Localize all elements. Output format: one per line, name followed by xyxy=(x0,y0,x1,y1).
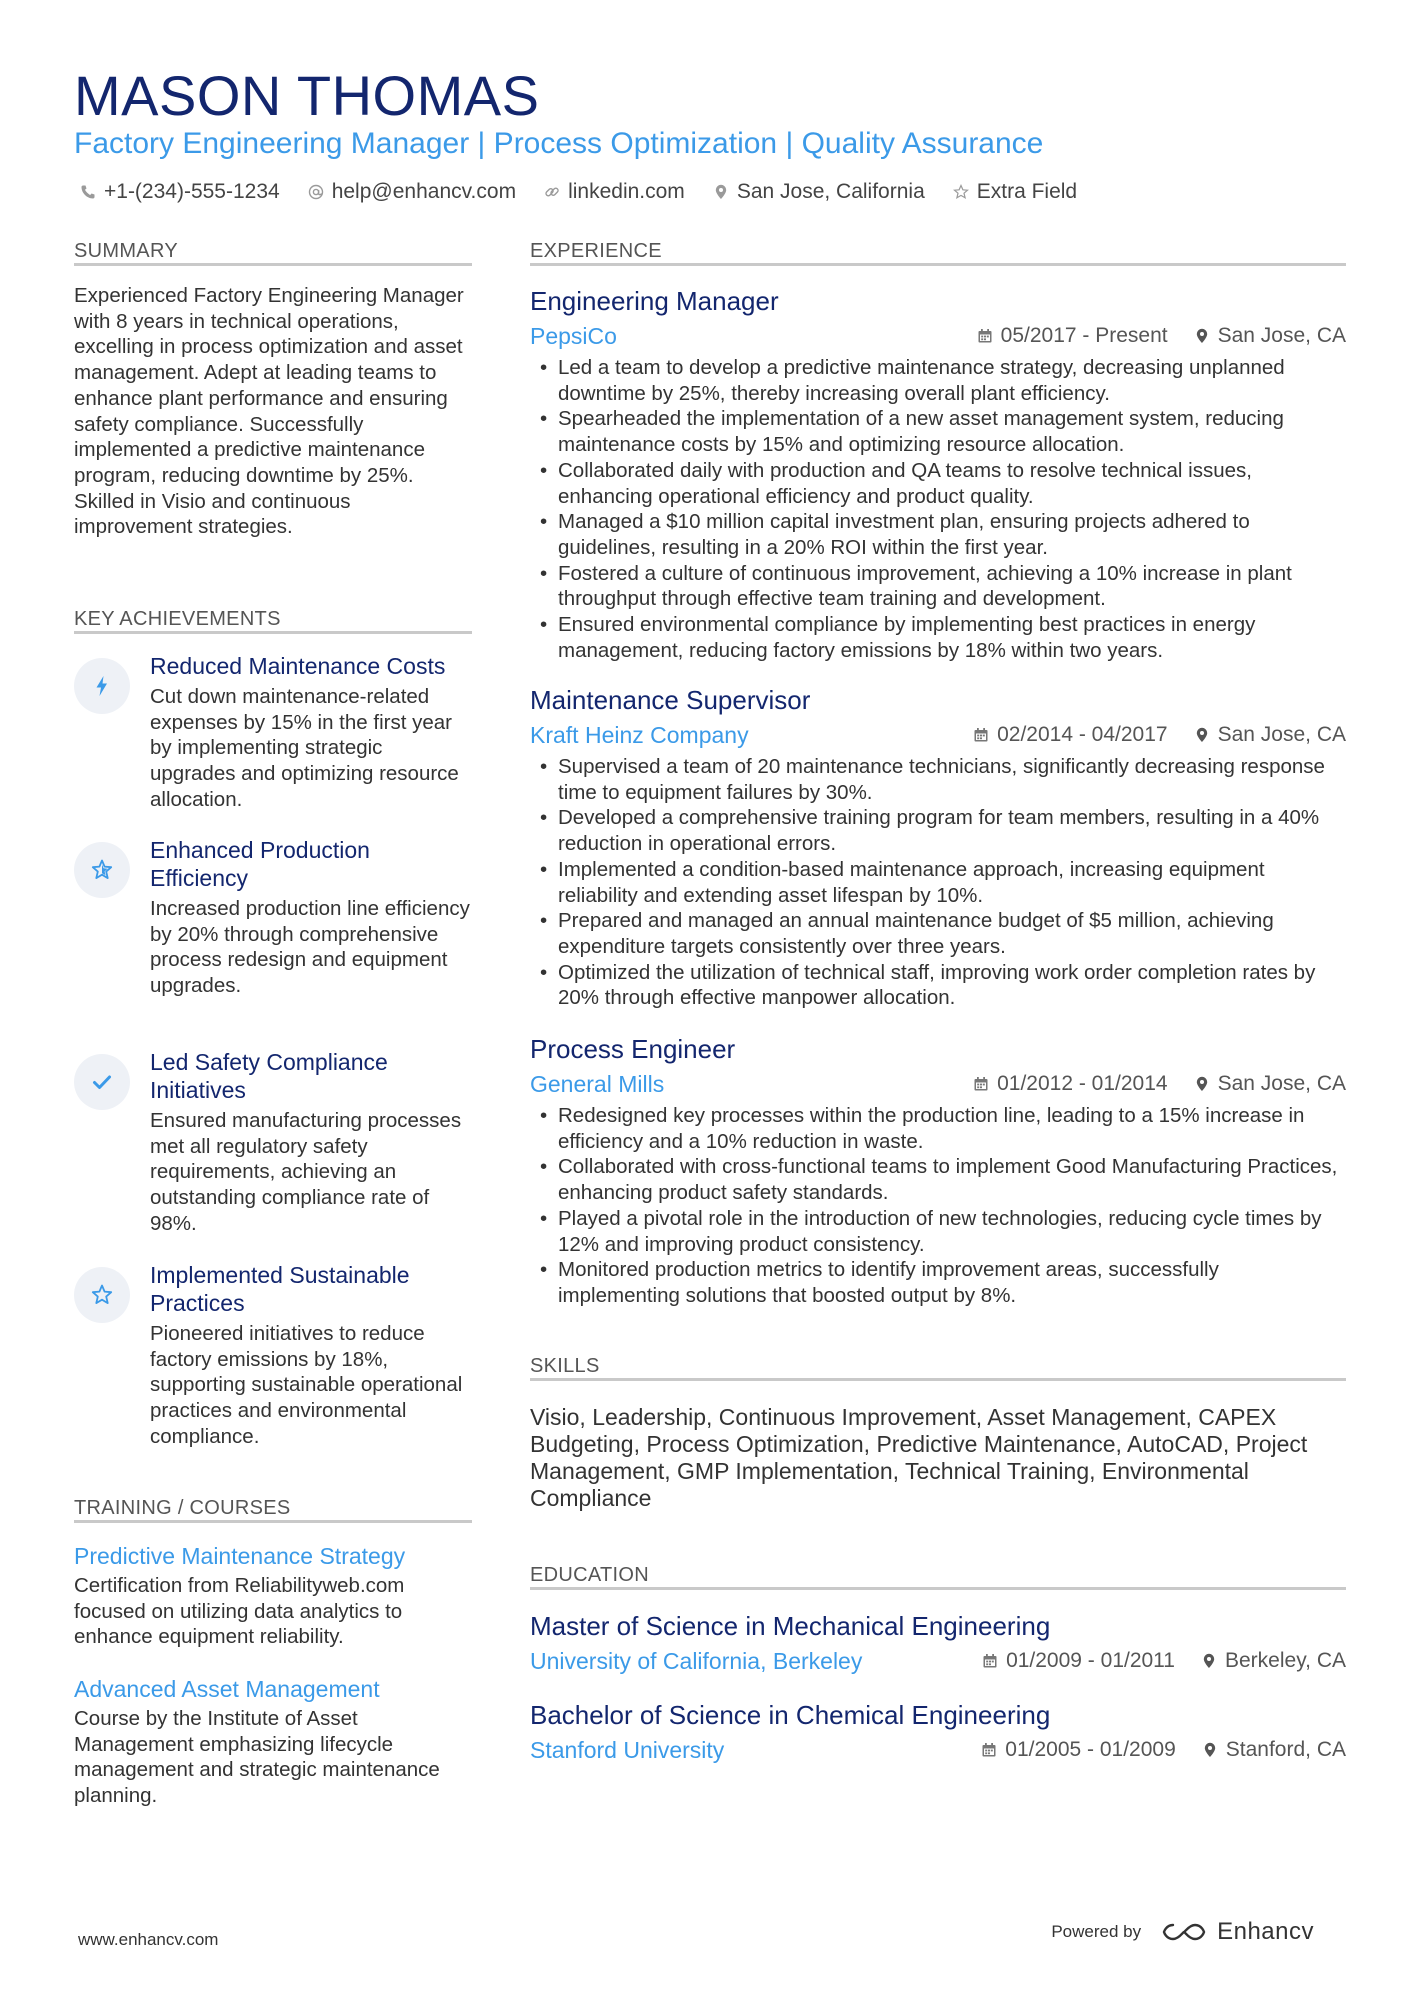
star-icon xyxy=(953,184,969,200)
job-bullets xyxy=(530,754,1346,1011)
job-bullet: • Optimized the utilization of technical staff, improving work order completion rates by 20% through effective manpower allocation. xyxy=(530,960,1346,1011)
achievement-desc: Cut down maintenance-related expenses by 15% in the first year by implementing strategic upgrades and optimizing resource allocation. xyxy=(150,685,459,811)
job-title: Process Engineer xyxy=(530,1034,736,1064)
course-title: Advanced Asset Management xyxy=(74,1676,380,1702)
achievement-icon-badge xyxy=(74,1267,130,1323)
education-divider xyxy=(530,1587,1346,1590)
contact-extra xyxy=(953,180,1077,204)
enhancv-logo[interactable] xyxy=(1161,1918,1314,1946)
training-divider xyxy=(74,1520,472,1523)
achievements-heading: KEY ACHIEVEMENTS xyxy=(74,608,281,630)
location-icon xyxy=(1202,1742,1218,1758)
job-bullet: • Developed a comprehensive training program for team members, resulting in a 40% reduction in operational errors. xyxy=(530,805,1346,856)
achievement-desc: Increased production line efficiency by 20% through comprehensive process redesign and equipment upgrades. xyxy=(150,897,470,998)
job-bullet: • Managed a $10 million capital investment plan, ensuring projects adhered to guidelines, resulting in a 20% ROI within the first year. xyxy=(530,509,1346,560)
skills-heading: SKILLS xyxy=(530,1355,600,1377)
job-bullet: • Redesigned key processes within the production line, leading to a 15% increase in efficiency and a 10% reduction in waste. xyxy=(530,1103,1346,1154)
education-school: Stanford University xyxy=(530,1737,725,1763)
job-dates: 05/2017 - Present xyxy=(1000,324,1168,347)
education-dates: 01/2009 - 01/2011 xyxy=(1006,1649,1175,1672)
contact-extra-text: Extra Field xyxy=(976,180,1078,203)
contact-bar xyxy=(80,176,1077,208)
job-bullet: • Led a team to develop a predictive maintenance strategy, decreasing unplanned downtime by 25%, thereby increasing overall plant efficiency. xyxy=(530,355,1346,406)
summary-text: Experienced Factory Engineering Manager with 8 years in technical operations, excelling in process optimization and asset management. Adept at leading teams to enhance plant performance and ensuring safety compliance. Successfully implemented a predictive maintenance program, reducing downtime by 25%. Skilled in Visio and continuous improvement strategies. xyxy=(74,284,464,539)
footer-website[interactable]: www.enhancv.com xyxy=(78,1930,219,1949)
calendar-icon xyxy=(982,1653,998,1669)
contact-phone-text: +1-(234)-555-1234 xyxy=(104,180,280,203)
job-entry xyxy=(530,1033,1346,1309)
job-location: San Jose, CA xyxy=(1217,1072,1346,1095)
education-location: Berkeley, CA xyxy=(1225,1649,1346,1672)
education-location: Stanford, CA xyxy=(1225,1738,1346,1761)
contact-phone[interactable] xyxy=(80,180,280,204)
location-icon xyxy=(1201,1653,1217,1669)
education-degree: Master of Science in Mechanical Engineering xyxy=(530,1611,1051,1641)
job-bullet: • Implemented a condition-based maintenance approach, increasing equipment reliability and extending asset lifespan by 10%. xyxy=(530,857,1346,908)
course-item xyxy=(74,1541,472,1650)
course-desc: Course by the Institute of Asset Management emphasizing lifecycle management and strategic maintenance planning. xyxy=(74,1707,440,1808)
job-bullet: • Prepared and managed an annual maintenance budget of $5 million, achieving expenditure targets consistently over three years. xyxy=(530,908,1346,959)
calendar-icon xyxy=(973,1076,989,1092)
training-heading: TRAINING / COURSES xyxy=(74,1497,291,1519)
candidate-headline: Factory Engineering Manager | Process Optimization | Quality Assurance xyxy=(74,127,1044,160)
contact-linkedin-text: linkedin.com xyxy=(568,180,685,203)
achievement-icon-badge xyxy=(74,1054,130,1110)
job-entry xyxy=(530,285,1346,663)
calendar-icon xyxy=(977,328,993,344)
experience-divider xyxy=(530,263,1346,266)
education-degree: Bachelor of Science in Chemical Engineering xyxy=(530,1700,1051,1730)
contact-linkedin[interactable] xyxy=(544,180,685,204)
achievement-title: Enhanced Production Efficiency xyxy=(150,837,370,891)
achievement-icon-badge xyxy=(74,842,130,898)
location-icon xyxy=(1194,727,1210,743)
checkmark-icon xyxy=(90,1070,114,1094)
skills-list: Visio, Leadership, Continuous Improvement, Asset Management, CAPEX Budgeting, Process Optimization, Predictive Maintenance, AutoCAD, Project Management, GMP Implementation, Technical Training, Environmental Compliance xyxy=(530,1404,1308,1511)
summary-divider xyxy=(74,263,472,266)
job-bullet: • Spearheaded the implementation of a new asset management system, reducing maintenance costs by 15% and optimizing resource allocation. xyxy=(530,406,1346,457)
job-bullet: • Ensured environmental compliance by implementing best practices in energy management, reducing factory emissions by 18% within two years. xyxy=(530,612,1346,663)
job-bullet: • Fostered a culture of continuous improvement, achieving a 10% increase in plant throughput through effective team training and development. xyxy=(530,561,1346,612)
job-bullet: • Played a pivotal role in the introduction of new technologies, reducing cycle times by 12% and improving product consistency. xyxy=(530,1206,1346,1257)
achievement-title: Led Safety Compliance Initiatives xyxy=(150,1049,388,1103)
star-sparkle-icon xyxy=(90,858,114,882)
achievement-title: Reduced Maintenance Costs xyxy=(150,653,446,679)
footer-branding xyxy=(1051,1918,1314,1946)
education-heading: EDUCATION xyxy=(530,1564,649,1586)
job-bullet: • Supervised a team of 20 maintenance technicians, significantly decreasing response time to equipment failures by 30%. xyxy=(530,754,1346,805)
phone-icon xyxy=(80,184,96,200)
education-school: University of California, Berkeley xyxy=(530,1648,863,1674)
calendar-icon xyxy=(973,727,989,743)
job-title: Maintenance Supervisor xyxy=(530,685,811,715)
job-dates: 02/2014 - 04/2017 xyxy=(997,723,1168,746)
calendar-icon xyxy=(981,1742,997,1758)
job-bullets xyxy=(530,355,1346,663)
lightning-icon xyxy=(90,674,114,698)
candidate-name: MASON THOMAS xyxy=(74,64,540,127)
link-icon xyxy=(544,184,560,200)
job-bullets xyxy=(530,1103,1346,1309)
achievement-icon-badge xyxy=(74,658,130,714)
education-entry xyxy=(530,1699,1346,1767)
experience-heading: EXPERIENCE xyxy=(530,240,662,262)
star-outline-icon xyxy=(90,1283,114,1307)
summary-heading: SUMMARY xyxy=(74,240,178,262)
skills-divider xyxy=(530,1378,1346,1381)
job-location: San Jose, CA xyxy=(1217,723,1346,746)
location-icon xyxy=(1194,328,1210,344)
education-entry xyxy=(530,1610,1346,1678)
achievement-title: Implemented Sustainable Practices xyxy=(150,1262,410,1316)
education-dates: 01/2005 - 01/2009 xyxy=(1005,1738,1176,1761)
location-icon xyxy=(1194,1076,1210,1092)
job-company: PepsiCo xyxy=(530,323,617,349)
job-title: Engineering Manager xyxy=(530,286,779,316)
job-company: General Mills xyxy=(530,1071,665,1097)
location-icon xyxy=(713,184,729,200)
course-item xyxy=(74,1674,472,1809)
at-icon xyxy=(308,184,324,200)
course-desc: Certification from Reliabilityweb.com focused on utilizing data analytics to enhance equipment reliability. xyxy=(74,1574,405,1649)
job-location: San Jose, CA xyxy=(1217,324,1346,347)
footer-powered-by: Powered by xyxy=(1051,1922,1142,1941)
job-dates: 01/2012 - 01/2014 xyxy=(997,1072,1168,1095)
course-title: Predictive Maintenance Strategy xyxy=(74,1543,406,1569)
contact-location-text: San Jose, California xyxy=(736,180,925,203)
job-entry xyxy=(530,684,1346,1011)
enhancv-infinity-icon xyxy=(1161,1920,1207,1944)
enhancv-wordmark: Enhancv xyxy=(1217,1918,1314,1945)
job-bullet: • Collaborated with cross-functional teams to implement Good Manufacturing Practices, enhancing product safety standards. xyxy=(530,1154,1346,1205)
achievements-divider xyxy=(74,631,472,634)
contact-location xyxy=(713,180,925,204)
achievement-desc: Pioneered initiatives to reduce factory emissions by 18%, supporting sustainable operational practices and environmental compliance. xyxy=(150,1322,463,1448)
job-company: Kraft Heinz Company xyxy=(530,722,749,748)
job-bullet: • Monitored production metrics to identify improvement areas, successfully implementing solutions that boosted output by 8%. xyxy=(530,1257,1346,1308)
job-bullet: • Collaborated daily with production and QA teams to resolve technical issues, enhancing operational efficiency and product quality. xyxy=(530,458,1346,509)
contact-email-text: help@enhancv.com xyxy=(331,180,517,203)
achievement-desc: Ensured manufacturing processes met all regulatory safety requirements, achieving an outstanding compliance rate of 98%. xyxy=(150,1109,462,1235)
contact-email[interactable] xyxy=(308,180,516,204)
